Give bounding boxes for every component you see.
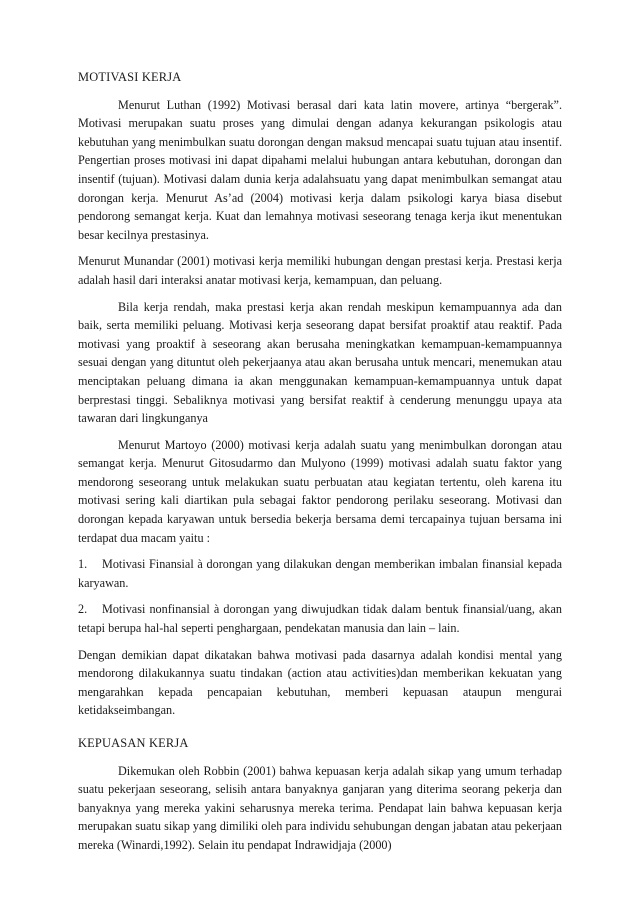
list-number: 2. bbox=[78, 602, 88, 617]
section-heading-kepuasan: KEPUASAN KERJA bbox=[78, 736, 189, 750]
list-item-finansial bbox=[78, 555, 562, 592]
list-item-nonfinansial bbox=[78, 600, 562, 637]
paragraph-kesimpulan: Dengan demikian dapat dikatakan bahwa motivasi pada dasarnya adalah kondisi mental yang mendorong dilakukannya suatu tindakan (action atau activities)dan memberikan kekuatan yang mengarahkan kepada pencapaian kebutuhan, memberi kepuasan ataupun mengurai ketidakseimbangan. bbox=[78, 647, 562, 718]
document-page bbox=[78, 68, 562, 863]
paragraph-proaktif-reaktif: Bila kerja rendah, maka prestasi kerja akan rendah meskipun kemampuannya ada dan baik, serta memiliki peluang. Motivasi kerja seseorang dapat bersifat proaktif atau reaktif. Pada motivasi yang proaktif à seseorang akan berusaha meningkatkan kemampuan-kemampuannya sesuai dengan yang dituntut oleh pekerjaanya atau akan berusaha untuk mencari, menemukan atau menciptakan peluang dimana ia akan menggunakan kemampuan-kemampuannya untuk dapat berprestasi tinggi. Sebaliknya motivasi yang bersifat reaktif à cenderung menunggu upaya ata tawaran dari lingkunganya bbox=[78, 299, 562, 426]
paragraph-robbin: Dikemukan oleh Robbin (2001) bahwa kepuasan kerja adalah sikap yang umum terhadap suatu pekerjaan seseorang, selisih antara banyaknya ganjaran yang diterima seorang pekerja dan banyaknya yang mereka yakini seharusnya mereka terima. Pendapat lain bahwa kepuasan kerja merupakan suatu sikap yang dimiliki oleh para individu sehubungan dengan jabatan atau pekerjaan mereka (Winardi,1992). Selain itu pendapat Indrawidjaja (2000) bbox=[78, 763, 562, 852]
paragraph-munandar: Menurut Munandar (2001) motivasi kerja memiliki hubungan dengan prestasi kerja. Prestasi kerja adalah hasil dari interaksi anatar motivasi kerja, kemampuan, dan peluang. bbox=[78, 254, 562, 287]
list-text: Motivasi nonfinansial à dorongan yang diwujudkan tidak dalam bentuk finansial/uang, akan tetapi berupa hal-hal seperti penghargaan, pendekatan manusia dan lain – lain. bbox=[78, 602, 562, 636]
paragraph-martoyo: Menurut Martoyo (2000) motivasi kerja adalah suatu yang menimbulkan dorongan atau semangat kerja. Menurut Gitosudarmo dan Mulyono (1999) motivasi adalah suatu faktor yang mendorong seseorang untuk melakukan suatu perbuatan atau kegiatan tertentu, oleh karena itu motivasi sering kali diartikan pula sebagai faktor pendorong perilaku seseorang. Motivasi dan dorongan kepada karyawan untuk bersedia bekerja bersama demi tercapainya tujuan bersama ini terdapat dua macam yaitu : bbox=[78, 437, 562, 545]
paragraph-luthan: Menurut Luthan (1992) Motivasi berasal dari kata latin movere, artinya “bergerak”. Motivasi merupakan suatu proses yang dimulai dengan adanya kekurangan psikologis atau kebutuhan yang menimbulkan suatu dorongan dengan maksud mencapai suatu tujuan atau insentif. Pengertian proses motivasi ini dapat dipahami melalui hubungan antara kebutuhan, dorongan dan insentif (tujuan). Motivasi dalam dunia kerja adalahsuatu yang dapat menimbulkan semangat atau dorongan kerja. Menurut As’ad (2004) motivasi kerja dalam psikologi karya biasa disebut pendorong semangat kerja. Kuat dan lemahnya motivasi seseorang tenaga kerja ikut menentukan besar kecilnya prestasinya. bbox=[78, 97, 562, 242]
section-heading-motivasi: MOTIVASI KERJA bbox=[78, 70, 182, 84]
list-number: 1. bbox=[78, 557, 88, 572]
list-text: Motivasi Finansial à dorongan yang dilakukan dengan memberikan imbalan finansial kepada karyawan. bbox=[78, 557, 562, 590]
